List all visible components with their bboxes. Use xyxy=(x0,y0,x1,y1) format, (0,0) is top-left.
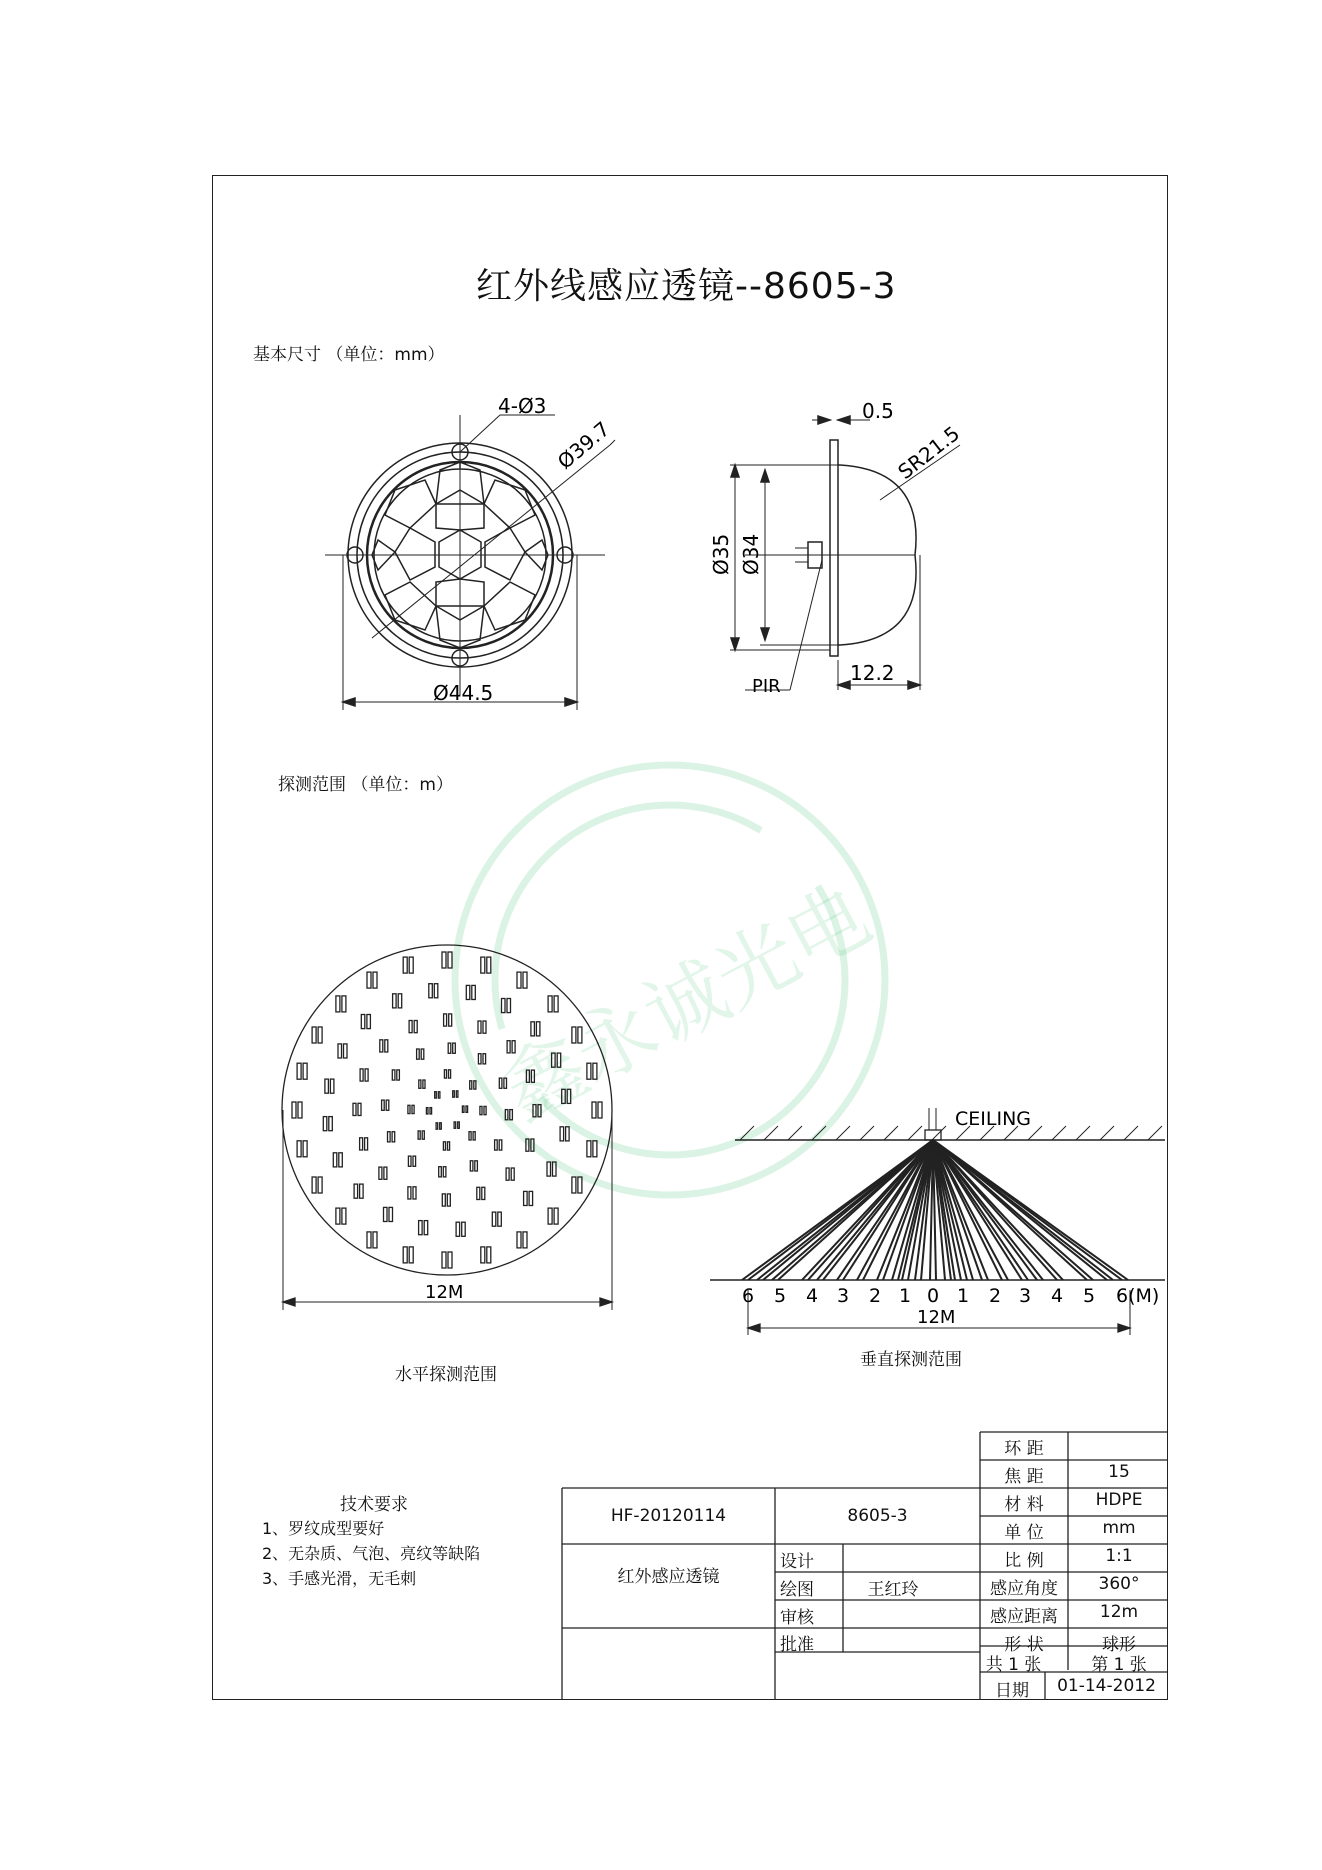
zone-mark xyxy=(298,1102,302,1118)
zone-mark xyxy=(409,1021,412,1033)
tech-title: 技术要求 xyxy=(340,1495,408,1515)
prop-value: 1:1 xyxy=(1105,1546,1133,1566)
zone-mark xyxy=(502,999,506,1013)
zone-mark xyxy=(365,1138,368,1150)
zone-mark xyxy=(393,994,397,1008)
zone-mark xyxy=(342,1208,346,1224)
zone-mark xyxy=(456,1222,460,1236)
drawing-date: 01-14-2012 xyxy=(1057,1676,1156,1696)
zone-mark xyxy=(333,1153,337,1167)
date-label: 日期 xyxy=(995,1681,1029,1701)
zone-mark xyxy=(473,1132,475,1140)
dim-d397: Ø39.7 xyxy=(552,416,615,474)
zone-mark xyxy=(412,1105,414,1113)
zone-mark xyxy=(492,1212,496,1226)
prop-label: 焦 距 xyxy=(1004,1467,1044,1487)
zone-mark xyxy=(392,1070,395,1080)
hatch-line xyxy=(1076,1126,1090,1140)
detection-beams xyxy=(742,1140,1128,1280)
zone-mark xyxy=(421,1049,424,1059)
zone-mark xyxy=(440,1123,442,1129)
zone-mark xyxy=(444,1070,446,1078)
tech-item: 3、手感光滑，无毛刺 xyxy=(262,1569,417,1588)
hatch-line xyxy=(1124,1126,1138,1140)
design-label: 设计 xyxy=(780,1552,814,1572)
zone-mark xyxy=(408,1156,411,1166)
h-range-caption: 水平探测范围 xyxy=(395,1365,497,1385)
zone-mark xyxy=(353,1103,356,1115)
zone-mark xyxy=(422,1131,424,1139)
zone-mark xyxy=(397,1070,400,1080)
zone-mark xyxy=(470,1161,473,1171)
zone-mark xyxy=(442,1194,445,1206)
zone-mark xyxy=(418,1131,420,1139)
zone-mark xyxy=(484,1106,486,1114)
drawer-name: 王红玲 xyxy=(867,1580,919,1600)
zone-mark xyxy=(312,1177,316,1193)
zone-mark xyxy=(367,1015,371,1029)
scale-label: 1 xyxy=(899,1285,912,1307)
zone-mark xyxy=(358,1103,361,1115)
zone-mark xyxy=(444,1014,447,1026)
scale-label: 4 xyxy=(1051,1285,1064,1307)
zone-mark xyxy=(426,1108,428,1114)
zone-mark xyxy=(373,1232,377,1248)
zone-mark xyxy=(475,1161,478,1171)
approve-label: 批准 xyxy=(780,1635,814,1655)
zone-mark xyxy=(344,1044,348,1058)
zone-mark xyxy=(477,1187,480,1199)
zone-mark xyxy=(523,1232,527,1248)
hatch-line xyxy=(860,1126,874,1140)
zone-mark xyxy=(424,1221,428,1235)
zone-mark xyxy=(487,957,491,973)
zone-mark xyxy=(409,957,413,973)
zone-mark xyxy=(442,952,446,968)
zone-mark xyxy=(448,952,452,968)
scale-label: 3 xyxy=(1019,1285,1032,1307)
zone-mark xyxy=(453,1091,455,1097)
sheets-total: 共 1 张 xyxy=(985,1655,1042,1675)
zone-mark xyxy=(330,1079,334,1093)
zone-mark xyxy=(367,972,371,988)
zone-mark xyxy=(587,1141,591,1157)
zone-mark xyxy=(466,1106,468,1112)
zone-mark xyxy=(458,1122,460,1128)
zone-mark xyxy=(495,1140,498,1150)
zone-mark xyxy=(380,1040,383,1052)
dim-h122: 12.2 xyxy=(850,661,895,685)
zone-mark xyxy=(325,1079,329,1093)
zone-mark xyxy=(470,1081,472,1089)
zone-mark xyxy=(419,1221,423,1235)
zone-mark xyxy=(360,1184,364,1198)
zone-mark xyxy=(318,1027,322,1043)
zone-mark xyxy=(318,1177,322,1193)
zone-mark xyxy=(384,1167,387,1179)
prop-value: 12m xyxy=(1099,1602,1139,1622)
zone-mark xyxy=(566,1127,570,1141)
scale-label: 2 xyxy=(869,1285,882,1307)
prop-label: 材 料 xyxy=(1004,1495,1044,1515)
scale-label: 2 xyxy=(989,1285,1002,1307)
zone-mark xyxy=(365,1069,368,1081)
zone-mark xyxy=(329,1117,333,1131)
zone-mark xyxy=(448,1142,450,1150)
zone-mark xyxy=(414,1021,417,1033)
zone-mark xyxy=(481,1247,485,1263)
hatch-line xyxy=(836,1126,850,1140)
zone-mark xyxy=(379,1167,382,1179)
zone-mark xyxy=(360,1069,363,1081)
zone-mark xyxy=(392,1132,395,1142)
zone-mark xyxy=(297,1141,301,1157)
zone-mark xyxy=(438,1092,440,1098)
zone-mark xyxy=(435,1092,437,1098)
zone-mark xyxy=(517,1232,521,1248)
ceiling-hatch xyxy=(740,1126,1162,1140)
zone-mark xyxy=(462,1222,466,1236)
zone-mark xyxy=(560,1127,564,1141)
zone-mark xyxy=(474,1081,476,1089)
prop-label: 感应角度 xyxy=(990,1579,1058,1599)
zone-mark xyxy=(499,1140,502,1150)
zone-mark xyxy=(481,957,485,973)
zone-mark xyxy=(507,999,511,1013)
prop-value: 球形 xyxy=(1102,1635,1136,1655)
zone-mark xyxy=(487,1247,491,1263)
zone-mark xyxy=(342,996,346,1012)
zone-mark xyxy=(336,996,340,1012)
zone-mark xyxy=(453,1043,456,1053)
zone-mark xyxy=(430,1108,432,1114)
sheet-number: 第 1 张 xyxy=(1091,1655,1147,1675)
v-range-caption: 垂直探测范围 xyxy=(860,1350,962,1370)
prop-value: mm xyxy=(1102,1518,1136,1538)
zone-mark xyxy=(373,972,377,988)
zone-mark xyxy=(449,1070,451,1078)
prop-label: 比 例 xyxy=(1004,1551,1044,1571)
zone-mark xyxy=(593,1141,597,1157)
zone-mark xyxy=(483,1021,486,1033)
zone-mark xyxy=(408,1105,410,1113)
prop-label: 形 状 xyxy=(1004,1635,1044,1655)
prop-value: HDPE xyxy=(1095,1490,1143,1510)
detect-range-heading: 探测范围 （单位：m） xyxy=(278,775,453,795)
scale-label: 1 xyxy=(957,1285,970,1307)
zone-mark xyxy=(367,1232,371,1248)
zone-mark xyxy=(443,1167,446,1177)
zone-mark xyxy=(436,1123,438,1129)
zone-mark xyxy=(409,1247,413,1263)
scale-label: 4 xyxy=(806,1285,819,1307)
zone-mark xyxy=(517,972,521,988)
review-label: 审核 xyxy=(780,1608,814,1628)
zone-mark xyxy=(480,1106,482,1114)
zone-mark xyxy=(529,1191,533,1205)
zone-mark xyxy=(572,1177,576,1193)
zone-mark xyxy=(554,996,558,1012)
drawing-code: HF-20120114 xyxy=(610,1506,727,1526)
tech-item: 2、无杂质、气泡、亮纹等缺陷 xyxy=(262,1544,481,1563)
v-range-width: 12M xyxy=(917,1307,956,1328)
drawing-model: 8605-3 xyxy=(847,1506,908,1526)
zone-mark xyxy=(388,1132,391,1142)
zone-mark xyxy=(382,1100,385,1110)
zone-mark xyxy=(297,1063,301,1079)
zone-mark xyxy=(548,1208,552,1224)
zone-mark xyxy=(448,1043,451,1053)
zone-mark xyxy=(454,1122,456,1128)
zone-mark xyxy=(469,1132,471,1140)
zone-mark xyxy=(408,1187,411,1199)
zone-mark xyxy=(429,984,433,998)
zone-mark xyxy=(403,957,407,973)
hatch-line xyxy=(1148,1126,1162,1140)
zone-mark xyxy=(338,1044,342,1058)
zone-mark xyxy=(303,1141,307,1157)
hatch-line xyxy=(788,1126,802,1140)
zone-mark xyxy=(385,1040,388,1052)
range-scale xyxy=(742,1285,1159,1307)
zone-mark xyxy=(292,1102,296,1118)
zone-mark xyxy=(448,1252,452,1268)
scale-label: 5 xyxy=(1083,1285,1096,1307)
zone-mark xyxy=(423,1080,425,1088)
zone-mark xyxy=(389,1207,393,1221)
hatch-line xyxy=(884,1126,898,1140)
draw-label: 绘图 xyxy=(780,1580,814,1600)
zone-mark xyxy=(578,1177,582,1193)
zone-mark xyxy=(403,1247,407,1263)
zone-mark xyxy=(449,1014,452,1026)
zone-mark xyxy=(482,1187,485,1199)
zone-mark xyxy=(361,1015,365,1029)
dim-d34: Ø34 xyxy=(739,533,763,575)
dim-d35: Ø35 xyxy=(709,533,733,575)
drawing-name: 红外感应透镜 xyxy=(617,1567,720,1587)
zone-mark xyxy=(336,1208,340,1224)
prop-value: 15 xyxy=(1108,1462,1130,1482)
prop-label: 单 位 xyxy=(1004,1523,1044,1543)
zone-mark xyxy=(413,1156,416,1166)
hatch-line xyxy=(1052,1126,1066,1140)
ceiling-label: CEILING xyxy=(955,1108,1031,1130)
zone-mark xyxy=(472,985,476,999)
horizontal-range-diagram xyxy=(282,945,612,1310)
dim-t05: 0.5 xyxy=(862,399,894,423)
zone-mark xyxy=(398,994,402,1008)
zone-mark xyxy=(386,1100,389,1110)
zone-mark xyxy=(547,1162,551,1176)
zone-mark xyxy=(339,1153,343,1167)
zone-mark xyxy=(447,1194,450,1206)
zone-mark xyxy=(523,972,527,988)
dim-d445: Ø44.5 xyxy=(433,681,494,705)
zone-mark xyxy=(442,1252,446,1268)
zone-mark xyxy=(466,985,470,999)
prop-value: 360° xyxy=(1098,1574,1140,1594)
zone-mark xyxy=(439,1167,442,1177)
zone-mark xyxy=(506,1168,509,1180)
scale-label: 5 xyxy=(774,1285,787,1307)
zone-mark xyxy=(510,1110,513,1120)
zone-mark xyxy=(360,1138,363,1150)
prop-label: 感应距离 xyxy=(990,1607,1058,1627)
scale-label: 3 xyxy=(837,1285,850,1307)
zone-mark xyxy=(498,1212,502,1226)
basic-size-heading: 基本尺寸 （单位：mm） xyxy=(253,345,445,365)
zone-mark xyxy=(413,1187,416,1199)
h-range-width: 12M xyxy=(425,1282,464,1303)
zone-mark xyxy=(419,1080,421,1088)
scale-label: 0 xyxy=(927,1285,940,1307)
dim-holes: 4-Ø3 xyxy=(498,394,547,418)
beam-line xyxy=(808,1140,933,1280)
zone-mark xyxy=(524,1191,528,1205)
zone-mark xyxy=(456,1091,458,1097)
page-title: 红外线感应透镜--8605-3 xyxy=(476,266,897,307)
hatch-line xyxy=(932,1126,946,1140)
scale-label: 6(M) xyxy=(1116,1285,1160,1307)
hatch-line xyxy=(1100,1126,1114,1140)
zone-mark xyxy=(483,1054,486,1064)
zone-mark xyxy=(478,1021,481,1033)
zone-mark xyxy=(303,1063,307,1079)
zone-mark xyxy=(462,1106,464,1112)
hatch-line xyxy=(908,1126,922,1140)
dim-pir: PIR xyxy=(752,676,781,697)
tech-list xyxy=(262,1516,480,1591)
prop-label: 环 距 xyxy=(1004,1439,1044,1459)
zone-mark xyxy=(478,1054,481,1064)
tech-item: 1、罗纹成型要好 xyxy=(262,1519,385,1538)
scale-label: 6 xyxy=(742,1285,755,1307)
zone-mark xyxy=(417,1049,420,1059)
zone-mark xyxy=(598,1102,602,1118)
zone-mark xyxy=(554,1208,558,1224)
zone-mark xyxy=(312,1027,316,1043)
zone-mark xyxy=(354,1184,358,1198)
zone-mark xyxy=(323,1117,327,1131)
zone-mark xyxy=(548,996,552,1012)
zone-mark xyxy=(384,1207,388,1221)
zone-mark xyxy=(443,1142,445,1150)
watermark-text: 鑫永诚光电 xyxy=(488,868,885,1139)
dim-sr: SR21.5 xyxy=(893,421,965,484)
zone-mark xyxy=(511,1168,514,1180)
zone-mark xyxy=(434,984,438,998)
